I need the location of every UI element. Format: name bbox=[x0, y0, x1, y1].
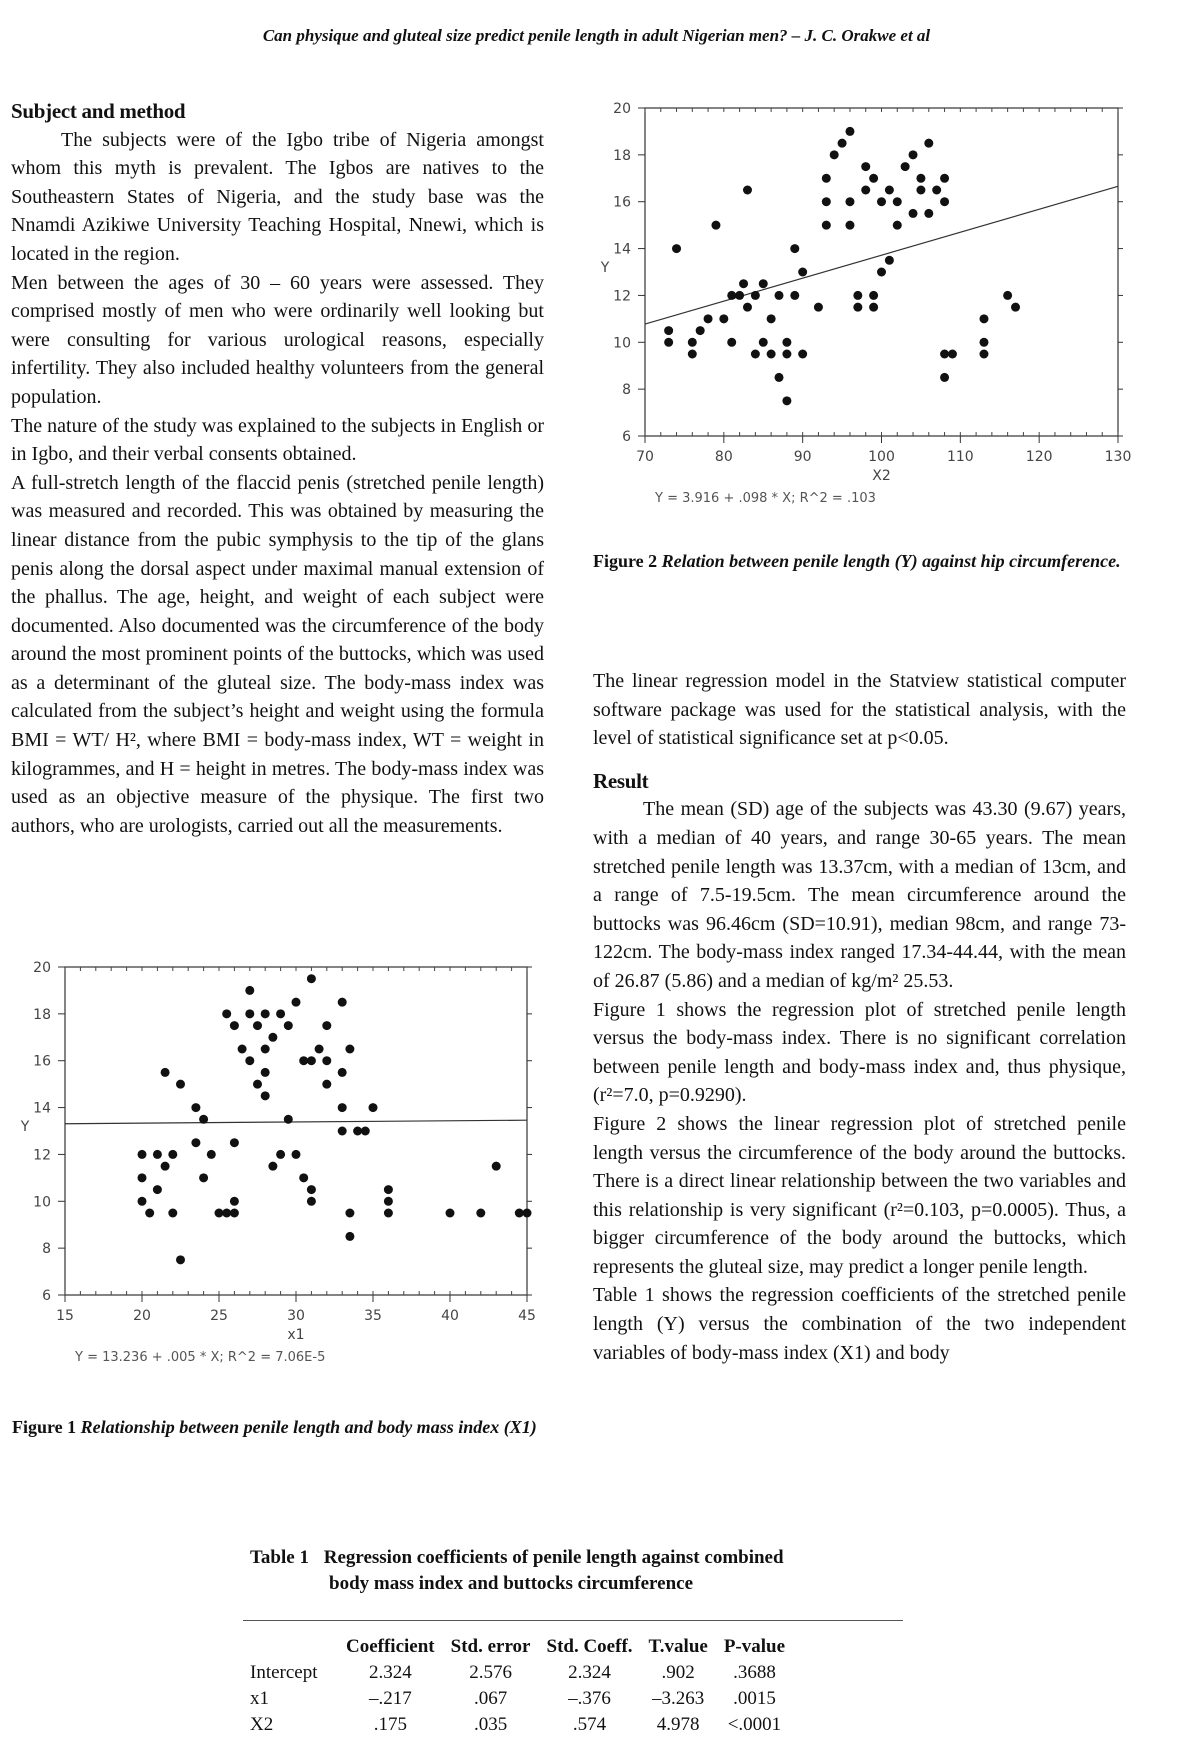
data-point bbox=[782, 396, 791, 405]
y-tick-label: 14 bbox=[613, 241, 631, 258]
figure-1-svg bbox=[15, 955, 555, 1385]
table-cell: .574 bbox=[572, 1714, 607, 1735]
data-point bbox=[523, 1209, 532, 1218]
data-point bbox=[153, 1185, 162, 1194]
column-header: Std. Coeff. bbox=[546, 1636, 633, 1657]
data-point bbox=[853, 291, 862, 300]
data-point bbox=[345, 1209, 354, 1218]
figure-1-caption-text: Relationship between penile length and body mass index (X1) bbox=[80, 1417, 537, 1437]
table-1-caption-line1: Regression coefficients of penile length against combined bbox=[323, 1547, 784, 1568]
table-cell: –.376 bbox=[568, 1688, 611, 1709]
figure-2-caption-text: Relation between penile length (Y) against hip circumference. bbox=[661, 551, 1121, 571]
data-point bbox=[979, 350, 988, 359]
data-point bbox=[284, 1021, 293, 1030]
data-point bbox=[384, 1209, 393, 1218]
y-tick-label: 6 bbox=[622, 429, 631, 445]
table-1-caption-line2: body mass index and buttocks circumference bbox=[329, 1573, 694, 1594]
data-point bbox=[307, 1056, 316, 1065]
y-tick-label: 10 bbox=[613, 335, 631, 352]
data-point bbox=[822, 197, 831, 206]
y-tick-label: 16 bbox=[613, 194, 631, 211]
data-point bbox=[176, 1255, 185, 1264]
column-header bbox=[246, 1634, 338, 1660]
table-cell: .035 bbox=[473, 1714, 508, 1735]
x-tick-label: 25 bbox=[210, 1308, 228, 1324]
data-point bbox=[743, 186, 752, 195]
data-point bbox=[353, 1127, 362, 1136]
data-point bbox=[924, 139, 933, 148]
data-point bbox=[284, 1115, 293, 1124]
table-cell: .902 bbox=[661, 1662, 695, 1683]
data-point bbox=[222, 1209, 231, 1218]
data-point bbox=[940, 174, 949, 183]
x-tick-label: 30 bbox=[287, 1308, 305, 1324]
data-point bbox=[664, 326, 673, 335]
data-point bbox=[767, 350, 776, 359]
data-point bbox=[688, 350, 697, 359]
table-1-caption-label: Table 1 bbox=[250, 1547, 309, 1568]
data-point bbox=[361, 1127, 370, 1136]
figure-1-caption bbox=[12, 1415, 552, 1439]
table-cell: .3688 bbox=[733, 1662, 776, 1683]
data-point bbox=[1011, 303, 1020, 312]
data-point bbox=[948, 350, 957, 359]
data-point bbox=[790, 291, 799, 300]
data-point bbox=[696, 326, 705, 335]
table-rule bbox=[243, 1620, 903, 1621]
data-point bbox=[727, 291, 736, 300]
y-tick-label: 20 bbox=[33, 960, 51, 976]
data-point bbox=[711, 221, 720, 230]
data-point bbox=[845, 127, 854, 136]
data-point bbox=[338, 1068, 347, 1077]
data-point bbox=[751, 291, 760, 300]
data-point bbox=[138, 1197, 147, 1206]
data-point bbox=[307, 1197, 316, 1206]
data-point bbox=[199, 1115, 208, 1124]
x-tick-label: 45 bbox=[518, 1308, 536, 1324]
x-axis-label: x1 bbox=[287, 1327, 305, 1343]
table-row bbox=[246, 1712, 793, 1738]
data-point bbox=[238, 1045, 247, 1054]
x-tick-label: 70 bbox=[636, 449, 654, 465]
data-point bbox=[743, 303, 752, 312]
data-point bbox=[253, 1021, 262, 1030]
data-point bbox=[261, 1009, 270, 1018]
table-cell: .0015 bbox=[733, 1688, 776, 1709]
figure-2-caption bbox=[593, 549, 1133, 573]
data-point bbox=[230, 1197, 239, 1206]
y-tick-label: 8 bbox=[622, 382, 631, 399]
regression-equation: Y = 13.236 + .005 * X; R^2 = 7.06E-5 bbox=[75, 1350, 326, 1365]
regression-line bbox=[645, 186, 1118, 324]
paragraph: Men between the ages of 30 – 60 years were assessed. They comprised mostly of men who were ordinarily well looking but were consulting for various urological reasons, especially infertility. They also included healthy volunteers from the general population. bbox=[11, 271, 544, 408]
paragraph: Table 1 shows the regression coefficients of the stretched penile length (Y) versus the combination of the two independent variables of body-mass index (X1) and body bbox=[593, 1284, 1126, 1364]
data-point bbox=[877, 268, 886, 277]
data-point bbox=[292, 1150, 301, 1159]
plot-frame bbox=[65, 967, 527, 1295]
x-tick-label: 110 bbox=[946, 449, 974, 465]
data-point bbox=[215, 1209, 224, 1218]
data-point bbox=[775, 373, 784, 382]
table-row bbox=[246, 1686, 793, 1712]
data-point bbox=[230, 1209, 239, 1218]
table-cell: <.0001 bbox=[727, 1714, 782, 1735]
data-point bbox=[798, 268, 807, 277]
data-point bbox=[261, 1091, 270, 1100]
data-point bbox=[345, 1232, 354, 1241]
data-point bbox=[276, 1150, 285, 1159]
data-point bbox=[885, 186, 894, 195]
data-point bbox=[861, 186, 870, 195]
data-point bbox=[798, 350, 807, 359]
table-cell: –3.263 bbox=[652, 1688, 705, 1709]
data-point bbox=[230, 1021, 239, 1030]
data-point bbox=[138, 1150, 147, 1159]
data-point bbox=[384, 1197, 393, 1206]
data-point bbox=[739, 279, 748, 288]
data-point bbox=[845, 197, 854, 206]
data-point bbox=[767, 314, 776, 323]
x-tick-label: 40 bbox=[441, 1308, 459, 1324]
data-point bbox=[153, 1150, 162, 1159]
data-point bbox=[893, 197, 902, 206]
regression-equation: Y = 3.916 + .098 * X; R^2 = .103 bbox=[655, 491, 876, 506]
data-point bbox=[191, 1103, 200, 1112]
table-cell: .175 bbox=[373, 1714, 407, 1735]
running-head: Can physique and gluteal size predict penile length in adult Nigerian men? – J. C. Orakwe et al bbox=[262, 26, 931, 45]
data-point bbox=[322, 1021, 331, 1030]
data-point bbox=[877, 197, 886, 206]
y-tick-label: 18 bbox=[613, 147, 631, 164]
data-point bbox=[869, 174, 878, 183]
data-point bbox=[515, 1209, 524, 1218]
data-point bbox=[916, 174, 925, 183]
data-point bbox=[345, 1045, 354, 1054]
y-tick-label: 6 bbox=[42, 1288, 51, 1304]
y-tick-label: 8 bbox=[42, 1241, 51, 1258]
figure-1-caption-label: Figure 1 bbox=[12, 1417, 77, 1437]
table-1-caption bbox=[250, 1545, 900, 1597]
data-point bbox=[845, 221, 854, 230]
data-point bbox=[853, 303, 862, 312]
data-point bbox=[168, 1150, 177, 1159]
data-point bbox=[782, 338, 791, 347]
paragraph: The subjects were of the Igbo tribe of Nigeria amongst whom this myth is prevalent. The Igbos are natives to the Southeastern States of Nigeria, and the study base was the Nnamdi Azikiwe University Teaching Hospital, Nnewi, which is located in the region. bbox=[11, 128, 544, 265]
figure-2-svg bbox=[593, 100, 1153, 530]
data-point bbox=[299, 1056, 308, 1065]
data-point bbox=[245, 986, 254, 995]
right-column bbox=[593, 667, 1126, 1367]
data-point bbox=[230, 1138, 239, 1147]
data-point bbox=[940, 197, 949, 206]
table-header-row bbox=[246, 1634, 793, 1660]
column-header: T.value bbox=[648, 1636, 708, 1657]
paragraph: The mean (SD) age of the subjects was 43.30 (9.67) years, with a median of 40 years, and range 30-65 years. The mean stretched penile length was 13.37cm, with a median of 13cm, and a range of 7.5-19.5cm. The mean circumference around the buttocks was 96.46cm (SD=10.91), median 98cm, and range 73-122cm. The body-mass index ranged 17.34-44.44, with the mean of 26.87 (5.86) and a median of kg/m² 25.53. bbox=[593, 798, 1126, 992]
data-point bbox=[814, 303, 823, 312]
data-point bbox=[145, 1209, 154, 1218]
data-point bbox=[869, 291, 878, 300]
x-tick-label: 90 bbox=[793, 449, 812, 465]
x-tick-label: 120 bbox=[1025, 449, 1053, 465]
data-point bbox=[338, 1103, 347, 1112]
data-point bbox=[307, 1185, 316, 1194]
data-point bbox=[909, 209, 918, 218]
row-label: x1 bbox=[250, 1688, 269, 1709]
x-tick-label: 100 bbox=[868, 449, 895, 465]
table-cell: 4.978 bbox=[656, 1714, 700, 1735]
paragraph: Figure 2 shows the linear regression plot of stretched penile length versus the circumference of the body around the buttocks. There is a direct linear relationship between the two variables and this relationship is very significant (r²=0.103, p=0.0005). Thus, a bigger circumference of the body around the buttocks, which represents the gluteal size, may predict a longer penile length. bbox=[593, 1112, 1126, 1278]
data-point bbox=[735, 291, 744, 300]
data-point bbox=[893, 221, 902, 230]
y-tick-label: 16 bbox=[33, 1053, 51, 1070]
data-point bbox=[759, 279, 768, 288]
data-point bbox=[369, 1103, 378, 1112]
data-point bbox=[138, 1173, 147, 1182]
table-row bbox=[246, 1660, 793, 1686]
data-point bbox=[940, 373, 949, 382]
row-label: X2 bbox=[250, 1714, 274, 1735]
y-tick-label: 14 bbox=[33, 1100, 51, 1117]
figure-2-chart bbox=[593, 100, 1153, 530]
table-cell: 2.576 bbox=[469, 1662, 512, 1683]
data-point bbox=[916, 186, 925, 195]
data-point bbox=[199, 1173, 208, 1182]
data-point bbox=[940, 350, 949, 359]
table-cell: –.217 bbox=[368, 1688, 412, 1709]
data-point bbox=[719, 314, 728, 323]
data-point bbox=[245, 1009, 254, 1018]
left-column bbox=[11, 97, 544, 840]
paragraph: A full-stretch length of the flaccid penis (stretched penile length) was measured and recorded. This was obtained by measuring the linear distance from the pubic symphysis to the tip of the glans penis along the dorsal aspect under maximal manual extension of the phallus. The age, height, and weight of each subject were documented. Also documented was the circumference of the body around the most prominent points of the buttocks, which was used as a determinant of the gluteal size. The body-mass index was calculated from the subject’s height and weight using the formula BMI = WT/ H², where BMI = body-mass index, WT = weight in kilogrammes, and H = height in metres. The body-mass index was used as an objective measure of the physique. The first two authors, who are urologists, carried out all the measurements. bbox=[11, 471, 544, 837]
y-tick-label: 18 bbox=[33, 1006, 51, 1023]
regression-table bbox=[246, 1634, 793, 1738]
y-axis-label: Y bbox=[600, 260, 610, 276]
data-point bbox=[664, 338, 673, 347]
data-point bbox=[909, 150, 918, 159]
data-point bbox=[979, 338, 988, 347]
data-point bbox=[338, 1127, 347, 1136]
figure-1-chart bbox=[15, 955, 555, 1385]
data-point bbox=[261, 1045, 270, 1054]
data-point bbox=[299, 1173, 308, 1182]
data-point bbox=[176, 1080, 185, 1089]
column-header: P-value bbox=[723, 1636, 786, 1657]
column-header: Coefficient bbox=[346, 1636, 435, 1657]
data-point bbox=[253, 1080, 262, 1089]
x-tick-label: 20 bbox=[133, 1308, 151, 1324]
y-tick-label: 12 bbox=[33, 1147, 51, 1164]
regression-line bbox=[65, 1120, 527, 1124]
data-point bbox=[751, 350, 760, 359]
paragraph: The linear regression model in the Statview statistical computer software package was used for the statistical analysis, with the level of statistical significance set at p<0.05. bbox=[593, 670, 1126, 750]
y-tick-label: 12 bbox=[613, 288, 631, 305]
data-point bbox=[869, 303, 878, 312]
y-tick-label: 20 bbox=[613, 101, 631, 117]
data-point bbox=[338, 998, 347, 1007]
data-point bbox=[476, 1209, 485, 1218]
section-heading-subject-and-method: Subject and method bbox=[11, 99, 186, 123]
column-header: Std. error bbox=[450, 1636, 531, 1657]
data-point bbox=[161, 1068, 170, 1077]
y-tick-label: 10 bbox=[33, 1194, 51, 1211]
data-point bbox=[830, 150, 839, 159]
data-point bbox=[727, 338, 736, 347]
x-tick-label: 80 bbox=[714, 449, 733, 465]
section-heading-result: Result bbox=[593, 768, 649, 793]
data-point bbox=[446, 1209, 455, 1218]
row-label: Intercept bbox=[250, 1662, 318, 1683]
data-point bbox=[168, 1209, 177, 1218]
data-point bbox=[790, 244, 799, 253]
data-point bbox=[838, 139, 847, 148]
data-point bbox=[261, 1068, 270, 1077]
paragraph: The nature of the study was explained to the subjects in English or in Igbo, and their verbal consents obtained. bbox=[11, 414, 544, 466]
data-point bbox=[1003, 291, 1012, 300]
data-point bbox=[322, 1056, 331, 1065]
data-point bbox=[822, 221, 831, 230]
x-tick-label: 130 bbox=[1104, 449, 1132, 465]
data-point bbox=[161, 1162, 170, 1171]
data-point bbox=[276, 1009, 285, 1018]
data-point bbox=[245, 1056, 254, 1065]
data-point bbox=[672, 244, 681, 253]
data-point bbox=[315, 1045, 324, 1054]
data-point bbox=[268, 1162, 277, 1171]
data-point bbox=[775, 291, 784, 300]
data-point bbox=[307, 974, 316, 983]
data-point bbox=[191, 1138, 200, 1147]
data-point bbox=[822, 174, 831, 183]
table-cell: 2.324 bbox=[568, 1662, 611, 1683]
x-tick-label: 15 bbox=[56, 1308, 74, 1324]
table-cell: 2.324 bbox=[368, 1662, 412, 1683]
data-point bbox=[222, 1009, 231, 1018]
data-point bbox=[901, 162, 910, 171]
figure-2-caption-label: Figure 2 bbox=[593, 551, 658, 571]
data-point bbox=[492, 1162, 501, 1171]
data-point bbox=[207, 1150, 216, 1159]
data-point bbox=[932, 186, 941, 195]
data-point bbox=[885, 256, 894, 265]
table-cell: .067 bbox=[473, 1688, 508, 1709]
data-point bbox=[861, 162, 870, 171]
data-point bbox=[322, 1080, 331, 1089]
data-point bbox=[924, 209, 933, 218]
data-point bbox=[704, 314, 713, 323]
data-point bbox=[688, 338, 697, 347]
data-point bbox=[979, 314, 988, 323]
paragraph: Figure 1 shows the regression plot of stretched penile length versus the body-mass index. There is no significant correlation between penile length and body-mass index and, thus physique, (r²=7.0, p=0.9290). bbox=[593, 998, 1126, 1107]
data-point bbox=[384, 1185, 393, 1194]
x-axis-label: X2 bbox=[872, 468, 891, 484]
data-point bbox=[268, 1033, 277, 1042]
data-point bbox=[782, 350, 791, 359]
data-point bbox=[759, 338, 768, 347]
data-point bbox=[292, 998, 301, 1007]
y-axis-label: Y bbox=[20, 1119, 30, 1135]
x-tick-label: 35 bbox=[364, 1308, 382, 1324]
